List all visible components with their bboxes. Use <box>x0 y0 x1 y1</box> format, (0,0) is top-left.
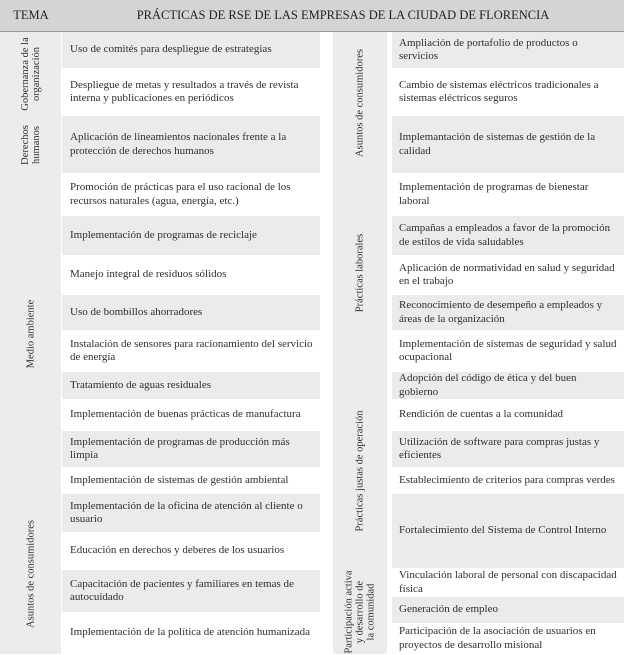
theme-practicas-laborales <box>333 174 387 373</box>
theme-medio-ambiente <box>0 174 61 495</box>
theme-label-line: Prácticas justas de operación <box>354 410 366 531</box>
list-item: Implementación de programas de bienestar laboral <box>392 174 624 216</box>
column-gutter <box>320 32 333 654</box>
header-tema: TEMA <box>13 8 49 22</box>
theme-participacion-comunidad <box>333 569 387 655</box>
list-item: Implementación de la política de atención humanizada <box>62 613 320 654</box>
list-item: Adopción del código de ética y del buen gobierno <box>392 372 624 400</box>
list-item: Promoción de prácticas para el uso racional de los recursos naturales (agua, energía, etc.) <box>62 174 320 216</box>
list-item: Educación en derechos y deberes de los usuarios <box>62 533 320 570</box>
list-item: Aplicación de lineamientos nacionales frente a la protección de derechos humanos <box>62 116 320 174</box>
theme-label-line: Asuntos de consumidores <box>354 49 366 157</box>
theme-label-line: Medio ambiente <box>25 299 36 369</box>
list-item: Vinculación laboral de personal con discapacidad física <box>392 569 624 597</box>
theme-label-line: Participación activa <box>343 569 355 654</box>
list-item: Implementación de la oficina de atención al cliente o usuario <box>62 494 320 533</box>
list-item: Rendición de cuentas a la comunidad <box>392 400 624 431</box>
theme-asuntos-consumidores-right <box>333 32 387 175</box>
list-item: Tratamiento de aguas residuales <box>62 372 320 400</box>
list-item: Participación de la asociación de usuarios en proyectos de desarrollo misional <box>392 624 624 654</box>
theme-label-line: Derechos <box>19 125 31 165</box>
list-item: Uso de comités para despliegue de estrategias <box>62 32 320 69</box>
list-item: Campañas a empleados a favor de la promoción de estilos de vida saludables <box>392 216 624 256</box>
theme-practicas-justas <box>333 372 387 570</box>
theme-label-line: humanos <box>30 126 42 164</box>
theme-label-line: Gobernanza de la <box>19 37 31 111</box>
list-item: Ampliación de portafolio de productos o servicios <box>392 32 624 69</box>
list-item: Implemantación de sistemas de gestión de la calidad <box>392 116 624 174</box>
list-item: Reconocimiento de desempeño a empleados y áreas de la organización <box>392 295 624 331</box>
list-item: Instalación de sensores para racionamiento del servicio de energía <box>62 331 320 372</box>
list-item: Aplicación de normatividad en salud y seguridad en el trabajo <box>392 256 624 295</box>
list-item: Implementación de sistemas de gestión ambiental <box>62 468 320 494</box>
list-item: Implementación de sistemas de seguridad y salud ocupacional <box>392 331 624 372</box>
list-item: Generación de empleo <box>392 597 624 624</box>
list-item: Fortalecimiento del Sistema de Control Interno <box>392 494 624 569</box>
table-header <box>0 0 624 32</box>
theme-label-line: organización <box>30 46 42 102</box>
list-item: Implementación de buenas prácticas de manufactura <box>62 400 320 431</box>
theme-gobernanza <box>0 32 61 117</box>
list-item: Manejo integral de residuos sólidos <box>62 256 320 295</box>
header-title: PRÁCTICAS DE RSE DE LAS EMPRESAS DE LA CIUDAD DE FLORENCIA <box>136 8 550 22</box>
list-item: Uso de bombillos ahorradores <box>62 295 320 331</box>
theme-label-line: y desarrollo de <box>354 580 366 643</box>
list-item: Establecimiento de criterios para compras verdes <box>392 468 624 494</box>
list-item: Capacitación de pacientes y familiares en temas de autocuidado <box>62 570 320 613</box>
theme-label-line: Asuntos de consumidores <box>25 520 36 628</box>
theme-asuntos-consumidores-left <box>0 494 61 655</box>
list-item: Despliegue de metas y resultados a través de revista interna y publicaciones en periódicos <box>62 69 320 116</box>
theme-label-line: Prácticas laborales <box>354 233 366 313</box>
list-item: Utilización de software para compras justas y eficientes <box>392 431 624 468</box>
list-item: Cambio de sistemas eléctricos tradicionales a sistemas eléctricos seguros <box>392 69 624 116</box>
list-item: Implementación de programas de reciclaje <box>62 216 320 256</box>
theme-label-line: la comunidad <box>365 583 377 640</box>
list-item: Implementación de programas de producción más limpia <box>62 431 320 468</box>
theme-derechos-humanos <box>0 116 61 175</box>
